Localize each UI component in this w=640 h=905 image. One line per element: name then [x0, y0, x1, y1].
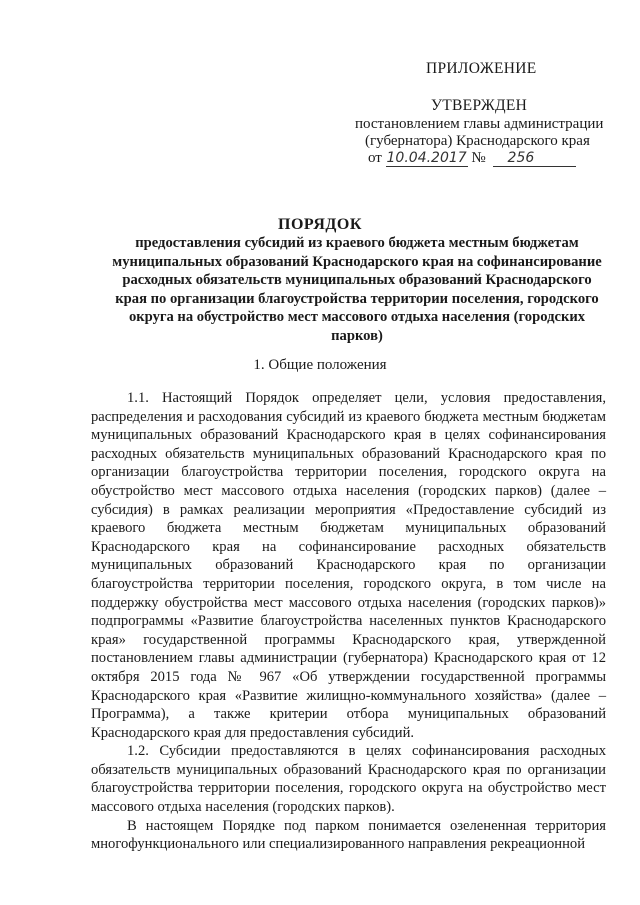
date-prefix: от: [368, 150, 382, 166]
document-body: [91, 389, 606, 854]
section-title: 1. Общие положения: [253, 357, 387, 373]
paragraph-1-1: 1.1. Настоящий Порядок определяет цели, условия предоставления, распределения и расходования субсидий из краевого бюджета местным бюджетам муниципальных образований Краснодарского края в целях софинансирования расходных обязательств муниципальных образований Краснодарского края по организации благоустройства территории поселения, городского округа на обустройство мест массового отдыха населения (городских парков) (далее – субсидия) в рамках реализации мероприятия «Предоставление субсидий из краевого бюджета местным бюджетам муниципальных образований Краснодарского края на софинансирование расходных обязательств муниципальных образований Краснодарского края по организации благоустройства территории поселения, городского округа, в том числе на поддержку обустройства мест массового отдыха населения (городских парков)» подпрограммы «Развитие благоустройства населенных пунктов Краснодарского края» государственной программы Краснодарского края, утвержденной постановлением главы администрации (губернатора) Краснодарского края от 12 октября 2015 года № 967 «Об утверждении государственной программы Краснодарского края «Развитие жилищно-коммунального хозяйства» (далее – Программа), а также критерии отбора муниципальных образований Краснодарского края для предоставления субсидий.: [91, 390, 606, 741]
paragraph-park-definition: В настоящем Порядке под парком понимается озелененная территория многофункционального или специализированного направления рекреационной: [91, 817, 606, 853]
appendix-label: ПРИЛОЖЕНИЕ: [426, 60, 537, 77]
number-underline: [548, 152, 576, 167]
document-title: ПОРЯДОК: [278, 216, 362, 233]
approved-by-line-1: постановлением главы администрации: [355, 116, 604, 132]
handwritten-number: 256: [493, 151, 548, 167]
handwritten-date: 10.04.2017: [386, 150, 467, 166]
approved-label: УТВЕРЖДЕН: [431, 97, 528, 114]
paragraph-1-2: 1.2. Субсидии предоставляются в целях софинансирования расходных обязательств муниципальных образований Краснодарского края по организации благоустройства территории поселения, городского округа на обустройство мест массового отдыха населения (городских парков).: [91, 743, 606, 816]
document-subtitle: предоставления субсидий из краевого бюджета местным бюджетам муниципальных образований Краснодарского края на софинансирование расходных обязательств муниципальных образований Краснодарского края по организации благоустройства территории поселения, городского округа на обустройство мест массового отдыха населения (городских парков): [112, 235, 602, 344]
approved-by-line-2: (губернатора) Краснодарского края: [365, 133, 590, 149]
number-prefix: №: [471, 150, 486, 166]
approval-date-line: [368, 150, 576, 167]
